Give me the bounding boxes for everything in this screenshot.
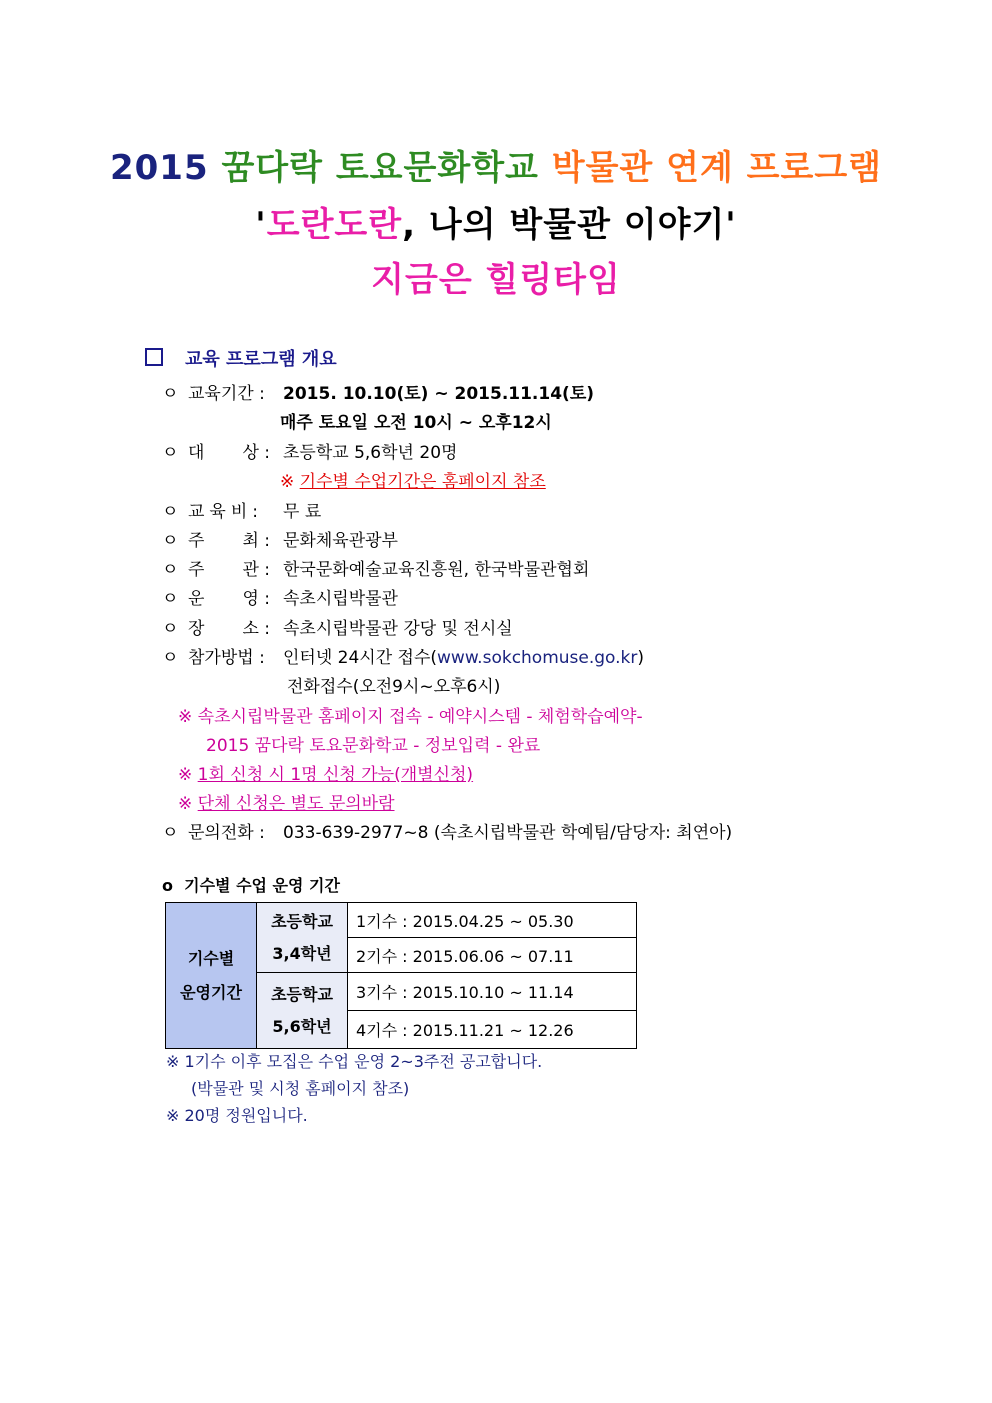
schedule-header-cell: 기수별 운영기간 (166, 903, 257, 1049)
fee-label: 교육비: (188, 502, 264, 522)
period-time: 매주 토요일 오전 10시 ~ 오후12시 (280, 413, 552, 433)
bullet: ㅇ (162, 384, 179, 404)
title-program-name: 꿈다락 토요문화학교 (221, 148, 539, 188)
grade-cell: 초등학교 3,4학년 (257, 903, 348, 973)
title-program-type: 박물관 연계 프로그램 (551, 148, 883, 188)
period-value: 2015. 10.10(토) ~ 2015.11.14(토) (283, 384, 595, 404)
period-cell: 3기수 : 2015.10.10 ~ 11.14 (348, 973, 637, 1011)
section-heading (145, 345, 337, 371)
bullet: ㅇ (162, 619, 179, 639)
method-value: 인터넷 24시간 접수(www.sokchomuse.go.kr) (283, 648, 645, 668)
target-note: ※ 기수별 수업기간은 홈페이지 참조 (280, 472, 546, 492)
target-value: 초등학교 5,6학년 20명 (283, 443, 458, 463)
checkbox-square-icon (145, 348, 163, 366)
method-phone: 전화접수(오전9시~오후6시) (287, 677, 501, 697)
note-reservation-line2: 2015 꿈다락 토요문화학교 - 정보입력 - 완료 (206, 736, 541, 756)
contact-value: 033-639-2977~8 (속초시립박물관 학예팀/담당자: 최연아) (283, 823, 733, 843)
period-label: 교육기간 : (188, 384, 265, 404)
bullet: ㅇ (162, 531, 179, 551)
bullet: ㅇ (162, 589, 179, 609)
title-year: 2015 (109, 148, 209, 188)
bullet: ㅇ (162, 443, 179, 463)
title-subtitle-highlight: 도란도란 (266, 205, 403, 245)
note-individual: ※ 1회 신청 시 1명 신청 가능(개별신청) (178, 765, 474, 785)
title-line-1 (0, 140, 992, 189)
period-cell: 2기수 : 2015.06.06 ~ 07.11 (348, 938, 637, 973)
note-group: ※ 단체 신청은 별도 문의바람 (178, 794, 395, 814)
website-link[interactable]: www.sokchomuse.go.kr (437, 648, 638, 668)
contact-label: 문의전화 : (188, 823, 265, 843)
fee-value: 무 료 (283, 502, 322, 522)
period-cell: 4기수 : 2015.11.21 ~ 12.26 (348, 1011, 637, 1049)
operator-label: 운 영 : (188, 589, 271, 609)
bullet: ㅇ (162, 648, 179, 668)
section-heading-text: 교육 프로그램 개요 (185, 349, 337, 370)
place-label: 장 소 : (188, 619, 271, 639)
host-label: 주 최 : (188, 531, 271, 551)
grade-cell: 초등학교 5,6학년 (257, 973, 348, 1049)
target-label: 대 상 : (188, 443, 271, 463)
title-subtitle-rest: , 나의 박물관 이야기' (402, 205, 737, 245)
period-cell: 1기수 : 2015.04.25 ~ 05.30 (348, 903, 637, 938)
bullet: ㅇ (162, 823, 179, 843)
title-quote-open: ' (255, 205, 267, 245)
bullet: ㅇ (162, 560, 179, 580)
note-reservation-line1: ※ 속초시립박물관 홈페이지 접속 - 예약시스템 - 체험학습예약- (178, 707, 643, 727)
organizer-label: 주 관 : (188, 560, 271, 580)
title-line-2 (0, 197, 992, 246)
operator-value: 속초시립박물관 (283, 589, 398, 609)
organizer-value: 한국문화예술교육진흥원, 한국박물관협회 (283, 560, 590, 580)
schedule-table (165, 902, 637, 1049)
schedule-heading: o 기수별 수업 운영 기간 (162, 876, 340, 895)
method-label: 참가방법 : (188, 648, 265, 668)
schedule-footnote-2: (박물관 및 시청 홈페이지 참조) (191, 1079, 410, 1098)
schedule-footnote-3: ※ 20명 정원입니다. (166, 1106, 308, 1125)
host-value: 문화체육관광부 (283, 531, 398, 551)
bullet: ㅇ (162, 502, 179, 522)
title-line-3: 지금은 힐링타임 (371, 260, 621, 300)
place-value: 속초시립박물관 강당 및 전시실 (283, 619, 513, 639)
schedule-footnote-1: ※ 1기수 이후 모집은 수업 운영 2~3주전 공고합니다. (166, 1052, 543, 1071)
